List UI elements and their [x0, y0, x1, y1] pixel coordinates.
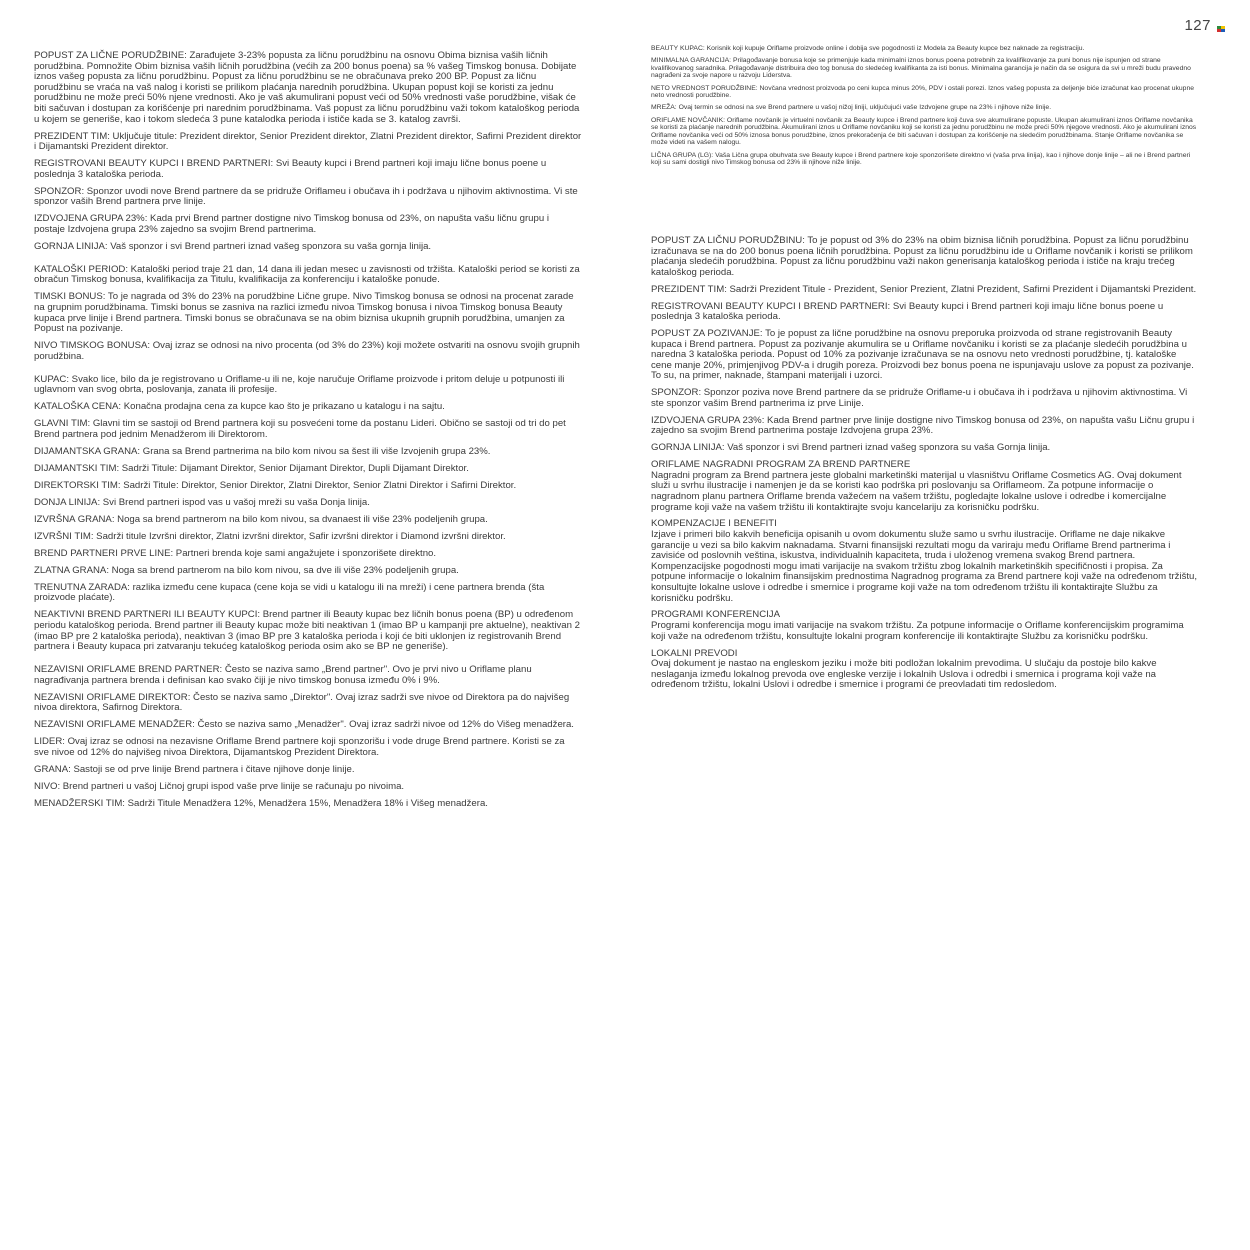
glossary-entry-izvrsni-tim: IZVRŠNI TIM: Sadrži titule Izvršni direktor, Zlatni izvršni direktor, Safir izvršni direktor i Diamond izvršni direktor. [34, 530, 506, 542]
right-column-glossary [651, 236, 1199, 697]
glossary-entry-izvrsna-grana: IZVRŠNA GRANA: Noga sa brend partnerom na bilo kom nivou, sa dvanaest ili više 23% podeljenih grupa. [34, 513, 488, 525]
glossary-entry-dijamantski-tim: DIJAMANTSKI TIM: Sadrži Titule: Dijamant Direktor, Senior Dijamant Direktor, Dupli Dijamant Direktor. [34, 462, 469, 474]
glossary-entry-kataloski-period: KATALOŠKI PERIOD: Kataloški period traje 21 dan, 14 dana ili jedan mesec u zavisnosti od tržišta. Kataloški period se koristi za obračun Timskog bonusa, kvalifikacija za Titulu, kvalifikacija za konferenciju i kataloške ponude. [34, 263, 580, 286]
glossary-entry-registrovani-kupci-b: REGISTROVANI BEAUTY KUPCI I BREND PARTNERI: Svi Beauty kupci i Brend partneri koji imaju lične bonus poene u poslednja 3 kataloška perioda. [651, 300, 1164, 323]
section-text: Nagradni program za Brend partnera jeste globalni marketinški materijal u vlasništvu Oriflame Cosmetics AG. Ovaj dokument služi u svrhu ilustracije i namenjen je da se koristi kao podrška pri poslovanju sa Oriflameom. Za potpune informacije o nagradnom planu partnera Oriflame brenda važećem na vašem tržištu, pogledajte lokalne uslove i odredbe i komercijalne programe koji važe na vašem tržištu ili kontaktirajte svoju kancelariju za korisničku podršku. [651, 469, 1182, 513]
section-text: Ovaj dokument je nastao na engleskom jeziku i može biti podložan lokalnim prevodima. U slučaju da postoje bilo kakve neslaganja između lokalnog prevoda ove engleske verzije i lokalnih Uslova i odredbi i smernica i programa koji važe na određenom tržištu, lokalni Uslovi i odredbe i smernice i programi će preovladati tim redosledom. [651, 658, 1157, 691]
glossary-entry-nezavisni-brend-partner: NEZAVISNI ORIFLAME BREND PARTNER: Često se naziva samo „Brend partner". Ovo je prvi nivo u Oriflame planu nagrađivanja partnera brenda i definisan kao svako čiji je nivo timskog bonusa između 0% i 9%. [34, 664, 532, 686]
oriflame-logo-icon [1217, 26, 1225, 32]
section-kompenzacije [651, 519, 1199, 604]
glossary-entry-sponzor-b: SPONZOR: Sponzor poziva nove Brend partnere da se pridruže Oriflame-u i obučava ih i podržava u njihovim aktivnostima. Vi ste sponzor vašim Brend partnerima iz prve Linije. [651, 387, 1188, 409]
glossary-entry-kupac: KUPAC: Svako lice, bilo da je registrovano u Oriflame-u ili ne, koje naručuje Oriflame proizvode i pritom deluje u potpunosti ili uglavnom van svog obrta, poslovanja, zanata ili profesije. [34, 373, 565, 396]
glossary-entry-izdvojena-grupa-b: IZDVOJENA GRUPA 23%: Kada Brend partner prve linije dostigne nivo Timskog bonusa od 23%, on napušta vašu Ličnu grupu i zajedno sa svojim Brend partnerima postaje Izdvojena grupa 23%. [651, 414, 1195, 437]
glossary-entry-oriflame-novcanik: ORIFLAME NOVČANIK: Oriflame novčanik je virtuelni novčanik za Beauty kupce i Brend partnere koji čuva sve akumulirane popuste. Ukupan akumulirani iznos Oriflame novčanika se koristi za plaćanje narednih porudžbina. Akumulirani iznos u Oriflame novčaniku koji se koristi za jednu porudžbinu ne može preći 50% njegove vrednosti. Ako je akumulirani iznos Oriflame novčanika veći od 50% iznosa bonus porudžbine, iznos prekoračenja će biti sačuvan i dostupan za korišćenje na sledećim porudžbinama. Stanje Oriflame novčanika se može videti na vašem nalogu. [651, 116, 1197, 147]
section-heading: PROGRAMI KONFERENCIJA [651, 609, 780, 621]
glossary-entry-popust-licne-porudzbine: POPUST ZA LIČNE PORUDŽBINE: Zarađujete 3-23% popusta za ličnu porudžbinu na osnovu Obima biznisa vaših ličnih porudžbina. Pomnožite Obim biznisa vaših ličnih porudžbina (većih za 200 bonus poena) sa % vašeg Timskog bonusa. Dobijate iznos vašeg popusta za ličnu porudžbinu. Popust za ličnu porudžbinu se ne obračunava preko 200 BP. Popust za ličnu porudžbinu se vraća na vaš nalog i koristi se prilikom plaćanja narednih porudžbina. Ukupan popust koji se koristi za jednu porudžbinu ne može preći 50% njene vrednosti. Ako je vaš akumulirani popust veći od 50% vrednosti vaše porudžbine, višak će biti sačuvan i dostupan za korišćenje pri narednim porudžbinama. Vaš popust za ličnu porudžbinu važi tokom kataloškog perioda u kojem se generiše, kao i tokom sledeća 3 pune katalodka perioda i ističe kada se 3. katalog završi. [34, 50, 580, 125]
glossary-entry-beauty-kupac: BEAUTY KUPAC: Korisnik koji kupuje Oriflame proizvode online i dobija sve pogodnosti iz Modela za Beauty kupce bez naknade za registraciju. [651, 45, 1085, 52]
section-heading: LOKALNI PREVODI [651, 647, 738, 659]
glossary-entry-prezident-tim: PREZIDENT TIM: Uključuje titule: Prezident direktor, Senior Prezident direktor, Zlatni Prezident direktor, Safirni Prezident direktor i Dijamantski Prezident direktor. [34, 130, 582, 153]
glossary-entry-nivo-timskog-bonusa: NIVO TIMSKOG BONUSA: Ovaj izraz se odnosi na nivo procenta (od 3% do 23%) koji možete ostvariti na osnovu svojih grupnih porudžbina. [34, 340, 580, 362]
section-text: Programi konferencija mogu imati varijacije na svakom tržištu. Za potpune informacije o Oriflame konferencijskim programima koji važe na određenom tržištu, konsultujte lokalni program konferencije ili kontaktirajte Službu za korisničku podršku. [651, 620, 1184, 642]
glossary-entry-brend-partneri-prve-linije: BREND PARTNERI PRVE LINE: Partneri brenda koje sami angažujete i sponzorišete direktno. [34, 547, 437, 559]
left-column-glossary [34, 51, 582, 816]
glossary-entry-minimalna-garancija: MINIMALNA GARANCIJA: Prilagođavanje bonusa koje se primenjuje kada minimalni iznos bonus poena potrebnih za kvalifikovanje za puni bonus nije ispunjen od strane kvalifikovanog saradnika. Prilagođavanje distribuira deo tog bonusa do sledećeg kvalifikanta za isti bonus. Minimalna garancija je način da se osigura da svi u mreži budu pravedno nagrađeni za svoje napore u razvoju Liderstva. [651, 57, 1191, 80]
section-heading: ORIFLAME NAGRADNI PROGRAM ZA BREND PARTNERE [651, 459, 911, 471]
glossary-entry-nezavisni-direktor: NEZAVISNI ORIFLAME DIREKTOR: Često se naziva samo „Direktor". Ovaj izraz sadrži sve nivoe od Direktora pa do najvišeg nivoa direktora, Safirnog Direktora. [34, 691, 570, 714]
glossary-entry-neaktivni-partneri: NEAKTIVNI BREND PARTNERI ILI BEAUTY KUPCI: Brend partner ili Beauty kupac bez ličnih bonus poena (BP) u određenom periodu kataloškog perioda. Brend partner ili Beauty kupac može biti neaktivan 1 (imao BP u kampanji pre aktuelne), neaktivan 2 (imao BP pre 2 kataloška perioda), neaktivan 3 (imao BP pre 3 kataloška perioda i koji će biti uklonjen iz registrovanih Brend partnera i Beauty kupaca pri zatvaranju tekućeg kataloškog perioda osim ako se BP ne generiše). [34, 609, 580, 653]
glossary-entry-donja-linija: DONJA LINIJA: Svi Brend partneri ispod vas u vašoj mreži su vaša Donja linija. [34, 496, 370, 508]
page-number: 127 [1184, 17, 1211, 34]
glossary-entry-timski-bonus: TIMSKI BONUS: To je nagrada od 3% do 23% na porudžbine Lične grupe. Nivo Timskog bonusa se odnosi na procenat zarade na grupnim porudžbinama. Timski bonus se zasniva na razlici između nivoa Timskog bonusa i nivoa Timskog bonusa Beauty kupaca prve linije i Brend partnera. Timski bonus se obračunava se na obim biznisa ukupnih grupnih porudžbina, umanjen za Popust na pozivanje. [34, 291, 574, 335]
section-lokalni-prevodi [651, 649, 1199, 691]
glossary-entry-direktorski-tim: DIREKTORSKI TIM: Sadrži Titule: Direktor, Senior Direktor, Zlatni Direktor, Senior Zlatni Direktor i Safirni Direktor. [34, 479, 517, 491]
glossary-entry-menadzerski-tim: MENADŽERSKI TIM: Sadrži Titule Menadžera 12%, Menadžera 15%, Menadžera 18% i Višeg menadžera. [34, 797, 488, 809]
glossary-entry-popust-licnu-porudzbinu: POPUST ZA LIČNU PORUDŽBINU: To je popust od 3% do 23% na obim biznisa ličnih porudžbina. Popust za ličnu porudžbinu izračunava se na do 200 bonus poena ličnih porudžbina. Popust za ličnu porudžbinu ide u Oriflame novčanik i koristi se prilikom plaćanja sledećih porudžbina. Popust za ličnu porudžbinu važi nakon generisanja kataloškog perioda i ističe na kraju trećeg kataloškog perioda. [651, 235, 1193, 278]
glossary-entry-gornja-linija: GORNJA LINIJA: Vaš sponzor i svi Brend partneri iznad vašeg sponzora su vaša gornja linija. [34, 240, 432, 252]
glossary-entry-sponzor: SPONZOR: Sponzor uvodi nove Brend partnere da se pridruže Oriflameu i obučava ih i podržava u njihovim aktivnostima. Vi ste sponzor vaših Brend partnera prve linije. [34, 185, 578, 208]
glossary-entry-gornja-linija-b: GORNJA LINIJA: Vaš sponzor i svi Brend partneri iznad vašeg sponzora su vaša Gornja linija. [651, 442, 1051, 454]
glossary-entry-popust-za-pozivanje: POPUST ZA POZIVANJE: To je popust za lične porudžbine na osnovu preporuka proizvoda od strane registrovanih Beauty kupaca i Brend partnera. Popust za pozivanje akumulira se u Oriflame novčaniku i koristi se za plaćanje sledećih porudžbina u narednа 3 kataloška perioda. Popust od 10% za pozivanje izračunava se na osnovu neto vrednosti porudžbine, tj. kataloške cene manje 20%, primjenjivog PDV-a i drugih poreza. Proizvodi bez bonus poena ne ispunjavaju uslove za popust za pozivanje. To su, na primer, naknade, štampani materijali i uzorci. [651, 328, 1194, 382]
glossary-entry-nivo: NIVO: Brend partneri u vašoj Ličnoj grupi ispod vaše prve linije se računaju po nivoima. [34, 780, 405, 792]
section-programi-konferencija [651, 610, 1199, 642]
glossary-entry-glavni-tim: GLAVNI TIM: Glavni tim se sastoji od Brend partnera koji su posvećeni tome da postanu Lideri. Obično se sastoji od tri do pet Brend partnera pod jednim Menadžerom ili Direktorom. [34, 418, 566, 440]
glossary-entry-prezident-tim-b: PREZIDENT TIM: Sadrži Prezident Titule - Prezident, Senior Prezient, Zlatni Prezident, Safirni Prezident i Dijamantski Prezident. [651, 283, 1197, 295]
glossary-entry-nezavisni-menadzer: NEZAVISNI ORIFLAME MENADŽER: Često se naziva samo „Menadžer". Ovaj izraz sadrži nivoe od 12% do Višeg menadžera. [34, 719, 574, 731]
glossary-entry-izdvojena-grupa: IZDVOJENA GRUPA 23%: Kada prvi Brend partner dostigne nivo Timskog bonusa od 23%, on napušta vašu ličnu grupu i postaje Izdvojena grupa 23% zajedno sa svojim Brend partnerima. [34, 213, 549, 235]
section-heading: KOMPENZACIJE I BENEFITI [651, 518, 777, 530]
glossary-entry-registrovani-kupci: REGISTROVANI BEAUTY KUPCI I BREND PARTNERI: Svi Beauty kupci i Brend partneri koji imaju lične bonus poene u poslednja 3 kataloška perioda. [34, 158, 547, 180]
glossary-entry-neto-vrednost: NETO VREDNOST PORUDŽBINE: Novčana vrednost proizvoda po ceni kupca minus 20%, PDV i ostali porezi. Iznos vašeg popusta za deljenje biće izračunat kao procenat ukupne neto vrednosti porudžbine. [651, 84, 1195, 100]
glossary-entry-mreza: MREŽA: Ovaj termin se odnosi na sve Brend partnere u vašoj nižoj liniji, uključujući vaše Izdvojene grupe na 23% i njihove niže linije. [651, 104, 1052, 112]
glossary-entry-licna-grupa: LIČNA GRUPA (LG): Vaša Lična grupa obuhvata sve Beauty kupce i Brend partnere koje sponzorišete direktno vi (vaša prva linija), kao i njihove donje linije – ali ne i Brend partneri koji su sami dostigli nivo Timskog bonusa od 23% ili njihove niže linije. [651, 151, 1191, 167]
glossary-entry-grana: GRANA: Sastoji se od prve linije Brend partnera i čitave njihove donje linije. [34, 763, 355, 775]
section-nagradni-program [651, 460, 1199, 513]
section-text: Izjave i primeri bilo kakvih beneficija opisanih u ovom dokumentu služe samo u svrhu ilustracije. Oriflame ne daje nikakve garancije u vezi sa bilo kakvim naknadama. Stvarni finansijski rezultati mogu da variraju među Oriflame Brend partnerima i zavisiće od poslovnih veština, iskustva, individualnih kapaciteta, truda i uloženog vremena svakog Brend partnera. Kompenzacijske pogodnosti mogu imati varijacije na svakom tržištu zbog lokalnih marketinških specifičnosti i propisa. Za potpune informacije o lokalnim finansijskim prednostima Nagradnog programa za Brend partnere koji važe na određenom tržištu, konsultujte lokalne uslove i odredbe i smernice i programe koji važe na tom određenom tržištu ili kontaktirajte Službu za korisničku podršku. [651, 529, 1198, 604]
glossary-entry-zlatna-grana: ZLATNA GRANA: Noga sa brend partnerom na bilo kom nivou, sa dve ili više 23% podeljenih grupa. [34, 564, 459, 576]
glossary-entry-dijamantska-grana: DIJAMANTSKA GRANA: Grana sa Brend partnerima na bilo kom nivou sa šest ili više Izvojenih grupa 23%. [34, 445, 491, 457]
glossary-entry-lider: LIDER: Ovaj izraz se odnosi na nezavisne Oriflame Brend partnere koji sponzorišu i vode druge Brend partnere. Koristi se za sve nivoe od 12% do najvišeg nivoa Direktora, Dijamantskog Prezident Direktora. [34, 736, 565, 758]
glossary-entry-trenutna-zarada: TRENUTNA ZARADA: razlika između cene kupaca (cene koja se vidi u katalogu ili na mreži) i cene partnera brenda (šta proizvode plaćate). [34, 581, 545, 604]
glossary-entry-kataloska-cena: KATALOŠKA CENA: Konačna prodajna cena za kupce kao što je prikazano u katalogu i na sajtu. [34, 401, 445, 413]
right-column-small-glossary [651, 45, 1199, 171]
